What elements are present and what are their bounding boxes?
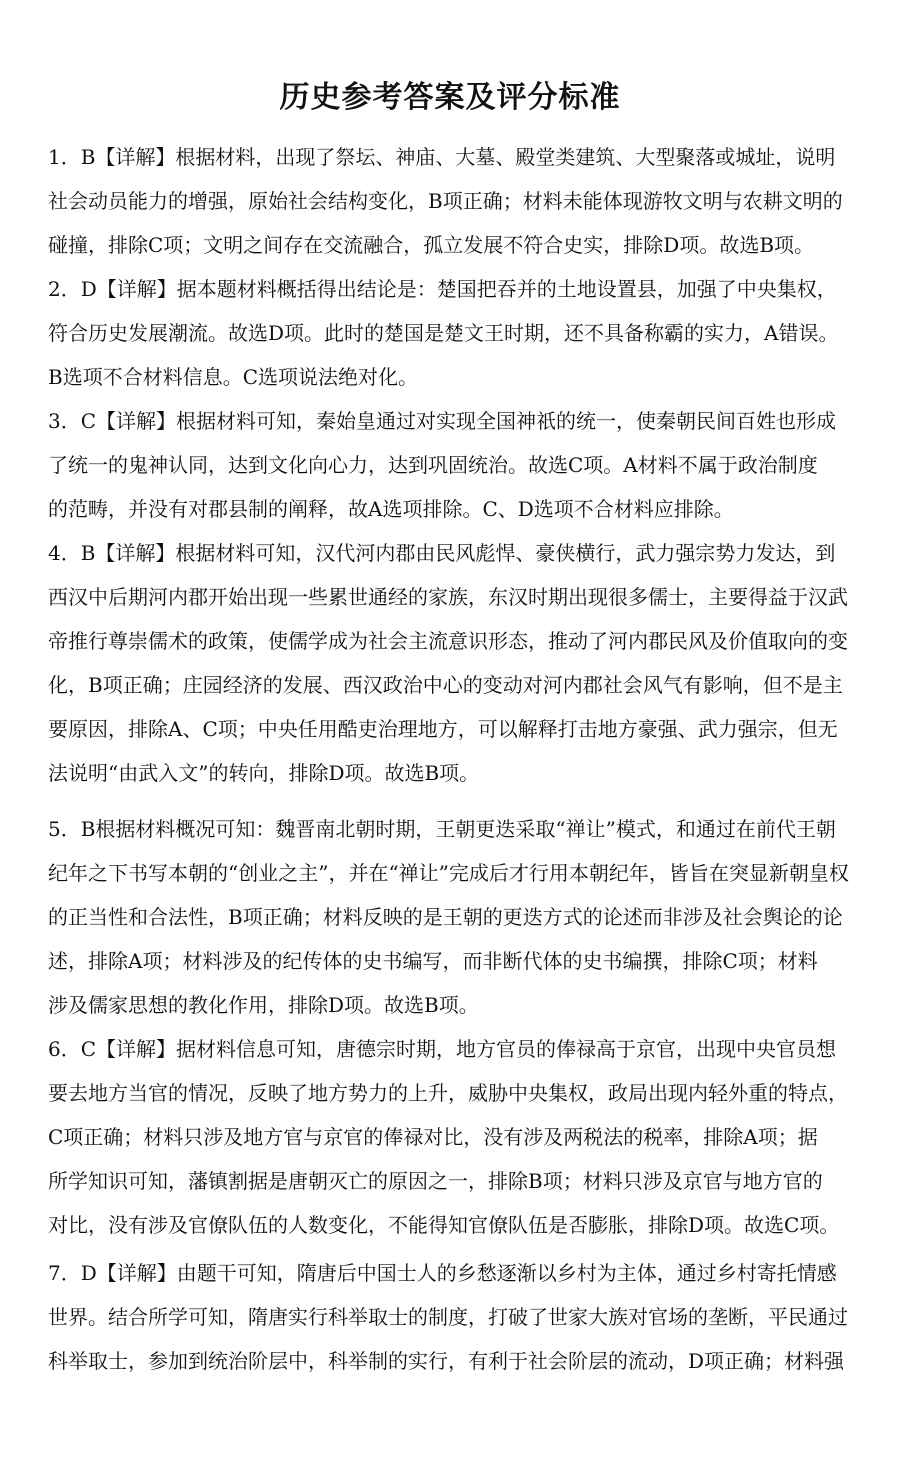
text-line: C项正确；材料只涉及地方官与京官的俸禄对比，没有涉及两税法的税率，排除A项；据 (48, 1125, 818, 1149)
text-line: 了统一的鬼神认同，达到文化向心力，达到巩固统治。故选C项。A材料不属于政治制度 (48, 453, 818, 477)
text-line: 碰撞，排除C项；文明之间存在交流融合，孤立发展不符合史实，排除D项。故选B项。 (48, 233, 815, 257)
text-line: 化，B项正确；庄园经济的发展、西汉政治中心的变动对河内郡社会风气有影响，但不是主 (48, 673, 843, 697)
text-line: 3．C【详解】根据材料可知，秦始皇通过对实现全国神祇的统一，使秦朝民间百姓也形成 (48, 409, 837, 433)
text-line: 要去地方当官的情况，反映了地方势力的上升，威胁中央集权，政局出现内轻外重的特点， (48, 1081, 848, 1105)
text-line: 7．D【详解】由题干可知，隋唐后中国士人的乡愁逐渐以乡村为主体，通过乡村寄托情感 (48, 1261, 837, 1285)
text-line: 社会动员能力的增强，原始社会结构变化，B项正确；材料未能体现游牧文明与农耕文明的 (48, 189, 843, 213)
text-line: 6．C【详解】据材料信息可知，唐德宗时期，地方官员的俸禄高于京官，出现中央官员想 (48, 1037, 837, 1061)
text-line: 对比，没有涉及官僚队伍的人数变化，不能得知官僚队伍是否膨胀，排除D项。故选C项。 (48, 1213, 840, 1237)
text-line: 世界。结合所学可知，隋唐实行科举取士的制度，打破了世家大族对官场的垄断，平民通过 (48, 1305, 848, 1329)
text-line: 法说明“由武入文”的转向，排除D项。故选B项。 (48, 761, 480, 785)
text-line: 的正当性和合法性，B项正确；材料反映的是王朝的更迭方式的论述而非涉及社会舆论的论 (48, 905, 843, 929)
text-line: 2．D【详解】据本题材料概括得出结论是：楚国把吞并的土地设置县，加强了中央集权， (48, 277, 837, 301)
text-line: 帝推行尊崇儒术的政策，使儒学成为社会主流意识形态，推动了河内郡民风及价值取向的变 (48, 629, 848, 653)
text-line: B选项不合材料信息。C选项说法绝对化。 (48, 365, 418, 389)
text-line: 符合历史发展潮流。故选D项。此时的楚国是楚文王时期，还不具备称霸的实力，A错误。 (48, 321, 839, 345)
document-title: 历史参考答案及评分标准 (279, 80, 621, 115)
text-line: 西汉中后期河内郡开始出现一些累世通经的家族，东汉时期出现很多儒士，主要得益于汉武 (48, 585, 848, 609)
text-line: 的范畴，并没有对郡县制的阐释，故A选项排除。C、D选项不合材料应排除。 (48, 497, 734, 521)
text-line: 科举取士，参加到统治阶层中，科举制的实行，有利于社会阶层的流动，D项正确；材料强 (48, 1349, 845, 1373)
text-line: 1．B【详解】根据材料，出现了祭坛、神庙、大墓、殿堂类建筑、大型聚落或城址，说明 (48, 145, 836, 169)
text-line: 所学知识可知，藩镇割据是唐朝灭亡的原因之一，排除B项；材料只涉及京官与地方官的 (48, 1169, 823, 1193)
text-line: 涉及儒家思想的教化作用，排除D项。故选B项。 (48, 993, 479, 1017)
text-line: 5．B根据材料概况可知：魏晋南北朝时期，王朝更迭采取“禅让”模式，和通过在前代王朝 (48, 817, 836, 841)
text-line: 要原因，排除A、C项；中央任用酷吏治理地方，可以解释打击地方豪强、武力强宗，但无 (48, 717, 838, 741)
text-line: 纪年之下书写本朝的“创业之主”，并在“禅让”完成后才行用本朝纪年，皆旨在突显新朝皇权 (48, 861, 849, 885)
text-line: 4．B【详解】根据材料可知，汉代河内郡由民风彪悍、豪侠横行，武力强宗势力发达，到 (48, 541, 836, 565)
text-line: 述，排除A项；材料涉及的纪传体的史书编写，而非断代体的史书编撰，排除C项；材料 (48, 949, 818, 973)
